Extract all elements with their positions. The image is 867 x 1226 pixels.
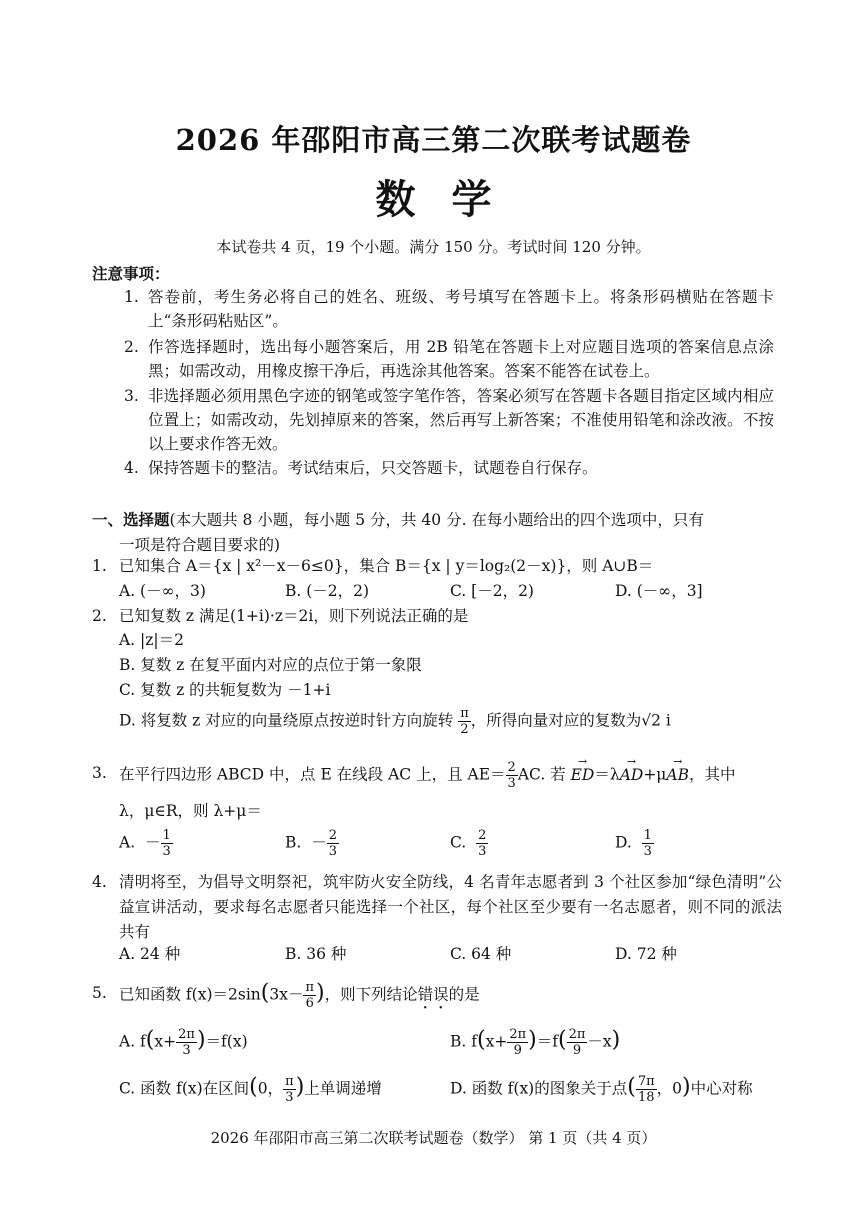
- stem-text: 在平行四边形 ABCD 中，点 E 在线段 AC 上，且 AE＝: [119, 765, 506, 784]
- option-text: C. 函数 f(x)在区间: [119, 1079, 250, 1098]
- sign: －: [311, 833, 327, 852]
- paren-open: (: [260, 980, 270, 1006]
- option-c: C. [－2，2): [450, 582, 534, 600]
- numerator: 2: [507, 760, 516, 775]
- option-a: [119, 1027, 248, 1058]
- note-item: [124, 384, 774, 456]
- option-d: [119, 706, 671, 737]
- note-text: 答卷前，考生务必将自己的姓名、班级、考号填写在答题卡上。将条形码横贴在答题卡上“条形码粘贴区”。: [148, 288, 774, 330]
- numerator: 1: [162, 828, 171, 843]
- note-text: 非选择题必须用黑色字迹的钢笔或签字笔作答，答案必须写在答题卡各题目指定区域内相应位置上；如需改动，先划掉原来的答案，然后再写上新答案；不准使用铅笔和涂改液。不按以上要求作答无效。: [148, 387, 774, 453]
- question-number: 5.: [92, 984, 107, 1002]
- question-number: 2.: [92, 607, 107, 625]
- option-a: A. (－∞，3): [119, 582, 206, 600]
- stem-text: 的是: [448, 985, 480, 1004]
- question-3: [92, 760, 782, 791]
- option-letter: D.: [615, 833, 632, 852]
- stem-text: ＝λ: [594, 765, 620, 784]
- denominator: 9: [513, 1043, 522, 1058]
- numerator: π: [460, 706, 469, 721]
- option-a: [119, 828, 173, 859]
- fraction: [476, 828, 488, 859]
- option-letter: C.: [450, 833, 467, 852]
- section-header: [92, 507, 782, 558]
- stem-text: 3x－: [269, 985, 304, 1004]
- fraction: [458, 706, 471, 737]
- option-d: D. 72 种: [615, 945, 677, 963]
- option-text: ＝f(x): [205, 1032, 248, 1051]
- fraction: [642, 828, 654, 859]
- paren-close: ): [316, 980, 325, 1006]
- paren-close: ): [611, 1027, 621, 1053]
- question-1: [92, 553, 782, 579]
- option-text: B. f: [450, 1032, 477, 1051]
- question-number: 4.: [92, 873, 107, 891]
- paren-open: (: [557, 1027, 567, 1053]
- question-2: [92, 603, 782, 629]
- note-item: [124, 285, 774, 333]
- numerator: 2: [328, 828, 337, 843]
- option-text: D. 函数 f(x)的图象关于点: [450, 1079, 628, 1098]
- option-text: 0，: [257, 1079, 284, 1098]
- question-stem: 清明将至，为倡导文明祭祀，筑牢防火安全防线，4 名青年志愿者到 3 个社区参加“绿色清明”公益宣讲活动，要求每名志愿者只能选择一个社区，每个社区至少要有一名志愿者，则不同的派法共有: [119, 873, 782, 941]
- option-letter: A.: [119, 833, 136, 852]
- question-number: 3.: [92, 764, 107, 782]
- emphasis-text: 错误: [417, 985, 449, 1004]
- denominator: 9: [572, 1043, 582, 1058]
- option-text: 中心对称: [690, 1079, 753, 1098]
- numerator: 2: [478, 828, 487, 843]
- option-text: x+: [154, 1032, 177, 1051]
- question-stem: 已知集合 A＝{x | x²－x－6≤0}，集合 B＝{x | y＝log₂(2－x)}，则 A∪B＝: [119, 557, 654, 575]
- fraction: [283, 1074, 296, 1105]
- denominator: 3: [162, 844, 171, 859]
- section-desc-cont: 一项是符合题目要求的): [119, 536, 281, 554]
- fraction: [506, 760, 518, 791]
- denominator: 3: [285, 1090, 294, 1105]
- vector-ed: → ED: [571, 762, 595, 788]
- question-4: [92, 870, 782, 945]
- question-stem-line2: λ，μ∈R，则 λ+μ＝: [119, 802, 262, 820]
- note-number: 2.: [124, 338, 139, 356]
- section-title: 一、选择题: [92, 510, 170, 529]
- numerator: 2π: [509, 1027, 527, 1042]
- option-d: [450, 1074, 753, 1105]
- denominator: 18: [637, 1090, 655, 1105]
- numerator: 2π: [178, 1027, 195, 1042]
- option-text: x+: [485, 1032, 508, 1051]
- exam-title: 2026 年邵阳市高三第二次联考试题卷: [175, 123, 692, 157]
- fraction: [161, 828, 173, 859]
- exam-info: 本试卷共 4 页，19 个小题。满分 150 分。考试时间 120 分钟。: [216, 238, 651, 256]
- note-item: [124, 335, 774, 383]
- paren-open: (: [145, 1027, 155, 1053]
- numerator: π: [305, 980, 315, 995]
- option-d: D. (－∞，3]: [615, 582, 703, 600]
- vector-ab: → AB: [666, 762, 689, 788]
- option-c: [450, 828, 488, 859]
- note-item: [124, 456, 774, 480]
- question-stem: 已知复数 z 满足(1+i)·z＝2i，则下列说法正确的是: [119, 607, 469, 625]
- fraction: [507, 1027, 528, 1058]
- option-a: A. |z|＝2: [119, 631, 185, 649]
- fraction: [303, 980, 316, 1011]
- option-b: B. (－2，2): [285, 582, 370, 600]
- stem-text: +μ: [643, 765, 667, 784]
- option-b: [450, 1027, 620, 1058]
- denominator: 6: [305, 996, 314, 1011]
- stem-text: AC. 若: [517, 765, 566, 784]
- section-desc: (本大题共 8 小题，每小题 5 分，共 40 分. 在每小题给出的四个选项中，只有: [169, 511, 704, 529]
- fraction: [567, 1027, 588, 1058]
- option-c: [119, 1074, 382, 1105]
- paren-close: ): [295, 1074, 305, 1100]
- paren-open: (: [476, 1027, 486, 1053]
- vector-ad: → AD: [620, 762, 644, 788]
- option-b: [285, 828, 339, 859]
- question-number: 1.: [92, 557, 107, 575]
- page-footer: 2026 年邵阳市高三第二次联考试题卷（数学） 第 1 页（共 4 页）: [210, 1129, 657, 1147]
- option-letter: B.: [285, 833, 302, 852]
- note-number: 3.: [124, 387, 139, 405]
- option-text: ，所得向量对应的复数为√2 i: [470, 711, 671, 730]
- denominator: 3: [182, 1043, 191, 1058]
- denominator: 3: [328, 844, 337, 859]
- option-text: －x: [587, 1032, 612, 1051]
- numerator: 2π: [568, 1027, 586, 1042]
- numerator: 1: [643, 828, 652, 843]
- option-d: [615, 828, 654, 859]
- question-stem: [92, 980, 782, 1013]
- stem-text: ，其中: [688, 765, 736, 784]
- subject-title: 数学: [375, 176, 528, 223]
- option-text: 上单调递增: [304, 1079, 382, 1098]
- option-b: B. 36 种: [285, 945, 347, 963]
- paren-open: (: [627, 1074, 636, 1100]
- notes-title: 注意事项：: [92, 264, 170, 283]
- sign: －: [144, 833, 161, 852]
- option-a: A. 24 种: [119, 945, 181, 963]
- denominator: 3: [643, 844, 652, 859]
- fraction: [176, 1027, 197, 1058]
- option-b: B. 复数 z 在复平面内对应的点位于第一象限: [119, 656, 422, 674]
- option-text: D. 将复数 z 对应的向量绕原点按逆时针方向旋转: [119, 711, 454, 730]
- numerator: π: [285, 1074, 294, 1089]
- paren-close: ): [528, 1027, 537, 1053]
- fraction: [636, 1074, 657, 1105]
- denominator: 3: [478, 844, 487, 859]
- paren-close: ): [196, 1027, 206, 1053]
- option-text: A. f: [119, 1032, 146, 1051]
- paren-open: (: [249, 1074, 258, 1100]
- note-number: 4.: [124, 459, 139, 477]
- note-number: 1.: [124, 288, 139, 306]
- option-text: ＝f: [536, 1032, 558, 1051]
- option-c: C. 64 种: [450, 945, 512, 963]
- numerator: 7π: [637, 1074, 655, 1089]
- paren-close: ): [682, 1074, 691, 1100]
- option-c: C. 复数 z 的共轭复数为 －1+i: [119, 681, 331, 699]
- option-text: ，0: [656, 1079, 683, 1098]
- question-5: [92, 980, 782, 1013]
- question-stem: [92, 760, 782, 791]
- fraction: [327, 828, 339, 859]
- denominator: 2: [460, 722, 469, 737]
- note-text: 保持答题卡的整洁。考试结束后，只交答题卡，试题卷自行保存。: [148, 459, 598, 477]
- stem-text: 已知函数 f(x)＝2sin: [119, 985, 261, 1004]
- note-text: 作答选择题时，选出每小题答案后，用 2B 铅笔在答题卡上对应题目选项的答案信息点涂黑；如需改动，用橡皮擦干净后，再选涂其他答案。答案不能答在试卷上。: [148, 338, 774, 380]
- denominator: 3: [507, 776, 516, 791]
- stem-text: ，则下列结论: [324, 985, 418, 1004]
